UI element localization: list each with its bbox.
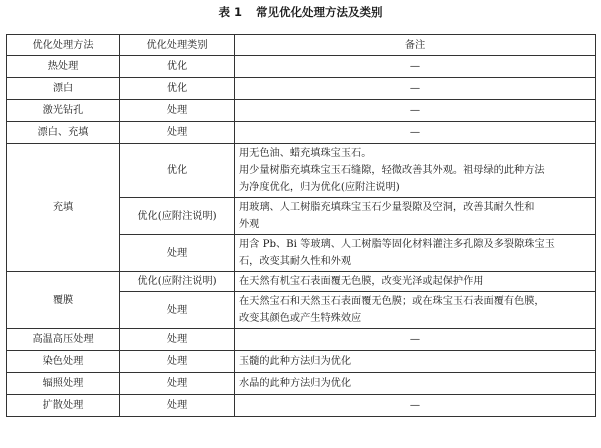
method-cell: 覆膜 [7, 272, 120, 329]
category-cell: 优化 [120, 144, 235, 198]
table-row [7, 373, 596, 395]
note-cell: — [235, 122, 596, 144]
note-cell: — [235, 78, 596, 100]
treatment-methods-table [6, 34, 596, 417]
note-line: 石，改变其耐久性和外观 [239, 256, 352, 267]
table-caption [0, 4, 601, 20]
category-cell: 处理 [120, 235, 235, 272]
note-cell [235, 144, 596, 198]
category-cell: 优化(应附注说明) [120, 272, 235, 292]
note-line: 用少量树脂充填珠宝玉石缝隙，轻微改善其外观。祖母绿的此种方法 [239, 165, 545, 176]
note-cell: — [235, 329, 596, 351]
note-line: 外观 [239, 219, 260, 230]
note-cell: — [235, 395, 596, 417]
method-cell: 扩散处理 [7, 395, 120, 417]
note-cell: 玉髓的此种方法归为优化 [235, 351, 596, 373]
category-cell: 优化 [120, 56, 235, 78]
header-row [7, 35, 596, 56]
note-cell [235, 235, 596, 272]
note-cell [235, 272, 596, 292]
note-cell [235, 198, 596, 235]
category-cell: 处理 [120, 122, 235, 144]
note-line: 用玻璃、人工树脂充填珠宝玉石少量裂隙及空洞，改善其耐久性和 [239, 202, 535, 213]
header-category: 优化处理类别 [120, 35, 235, 56]
note-line: 用无色油、蜡充填珠宝玉石。 [239, 148, 372, 159]
table-row [7, 100, 596, 122]
category-cell: 处理 [120, 395, 235, 417]
method-cell: 激光钻孔 [7, 100, 120, 122]
category-cell: 优化(应附注说明) [120, 198, 235, 235]
note-line: 用含 Pb、Bi 等玻璃、人工树脂等固化材料灌注多孔隙及多裂隙珠宝玉 [239, 239, 555, 250]
table-row [7, 272, 596, 292]
note-line: 为净度优化，归为优化(应附注说明) [239, 182, 400, 193]
table-row [7, 78, 596, 100]
method-cell: 漂白、充填 [7, 122, 120, 144]
note-line: 改变其颜色或产生特殊效应 [239, 313, 362, 324]
method-cell: 热处理 [7, 56, 120, 78]
note-cell: 水晶的此种方法归为优化 [235, 373, 596, 395]
method-cell: 染色处理 [7, 351, 120, 373]
method-cell: 辐照处理 [7, 373, 120, 395]
note-cell [235, 292, 596, 329]
category-cell: 处理 [120, 373, 235, 395]
table-row [7, 144, 596, 198]
table-row [7, 56, 596, 78]
header-method: 优化处理方法 [7, 35, 120, 56]
header-note: 备注 [235, 35, 596, 56]
category-cell: 处理 [120, 100, 235, 122]
method-cell: 漂白 [7, 78, 120, 100]
category-cell: 处理 [120, 351, 235, 373]
table-row [7, 329, 596, 351]
note-line: 在天然有机宝石表面覆无色膜，改变光泽或起保护作用 [239, 276, 484, 287]
table-row [7, 122, 596, 144]
method-cell: 充填 [7, 144, 120, 272]
note-cell: — [235, 100, 596, 122]
method-cell: 高温高压处理 [7, 329, 120, 351]
note-cell: — [235, 56, 596, 78]
table-number: 表 1 [218, 5, 242, 19]
note-line: 在天然宝石和天然玉石表面覆无色膜；或在珠宝玉石表面覆有色膜， [239, 296, 545, 307]
category-cell: 处理 [120, 329, 235, 351]
table-title: 常见优化处理方法及类别 [256, 5, 383, 19]
category-cell: 优化 [120, 78, 235, 100]
category-cell: 处理 [120, 292, 235, 329]
table-row [7, 351, 596, 373]
table-row [7, 395, 596, 417]
